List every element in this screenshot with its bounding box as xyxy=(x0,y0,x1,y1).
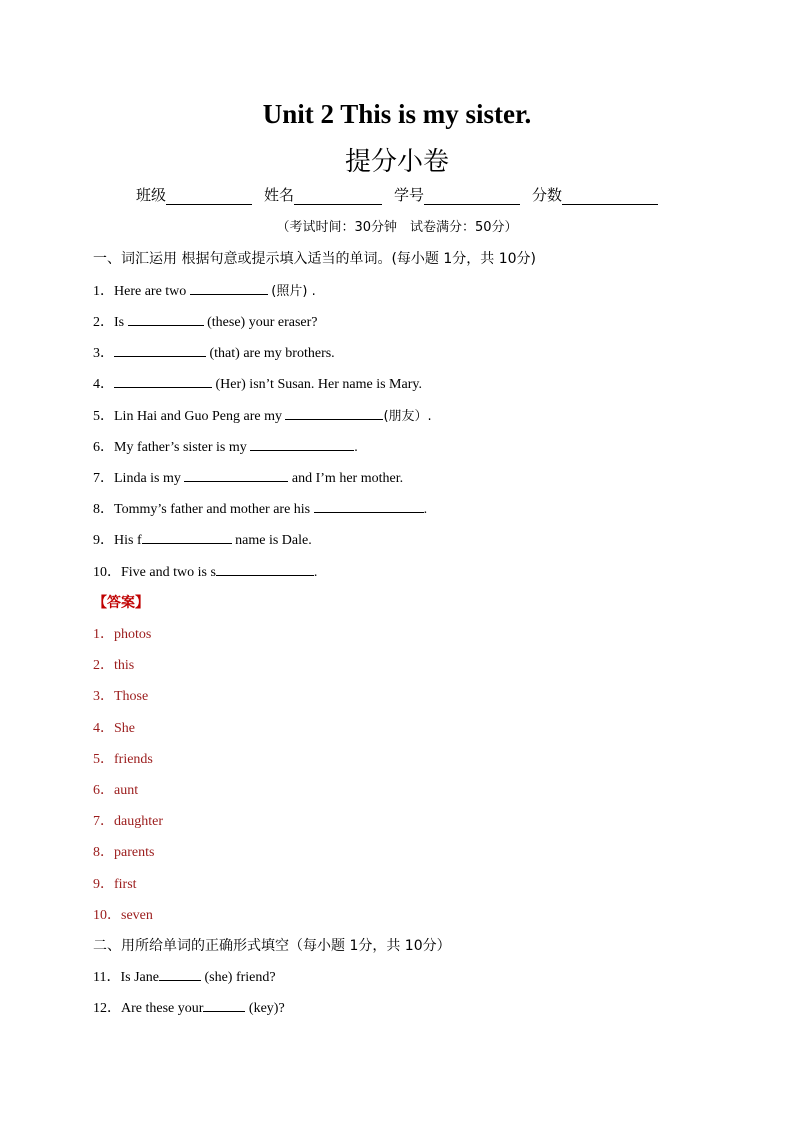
answer-blank[interactable] xyxy=(216,563,314,576)
score-field xyxy=(532,184,658,205)
answer-blank[interactable] xyxy=(128,313,204,326)
question-text: Here are two xyxy=(114,284,187,299)
class-field xyxy=(136,184,252,205)
answer-item xyxy=(93,685,148,705)
question-number: 9． xyxy=(93,533,114,548)
answer-text: Those xyxy=(114,689,149,704)
answer-item xyxy=(93,623,151,643)
answer-blank[interactable] xyxy=(285,407,383,420)
question-text: Linda is my xyxy=(114,471,181,486)
answer-label: 【答案】 xyxy=(93,595,149,611)
answer-text: parents xyxy=(114,845,155,860)
exam-note: （考试时间：30分钟 试卷满分：50分） xyxy=(276,220,518,235)
question-number: 11． xyxy=(93,970,121,985)
answer-number: 7． xyxy=(93,814,114,829)
student-id-field xyxy=(394,184,520,205)
answer-number: 9． xyxy=(93,877,114,892)
question-line xyxy=(93,467,403,487)
score-label: 分数 xyxy=(532,186,563,204)
name-field xyxy=(264,184,382,205)
answer-text: She xyxy=(114,721,135,736)
page-subtitle: 提分小卷 xyxy=(344,147,449,177)
answer-text: first xyxy=(114,877,137,892)
question-line xyxy=(93,280,316,300)
answer-blank[interactable] xyxy=(190,282,268,295)
answer-number: 8． xyxy=(93,845,114,860)
question-hint: (Her) isn’t Susan. Her name is Mary. xyxy=(215,377,422,392)
question-number: 12． xyxy=(93,1001,121,1016)
answer-text: seven xyxy=(121,908,153,923)
question-text: Tommy’s father and mother are his xyxy=(114,502,311,517)
question-hint: (she) friend? xyxy=(204,970,276,985)
answer-item xyxy=(93,873,137,893)
answer-text: photos xyxy=(114,627,152,642)
question-number: 5． xyxy=(93,409,114,424)
class-label: 班级 xyxy=(135,186,166,204)
question-text: Is xyxy=(114,315,125,330)
answer-number: 6． xyxy=(93,783,114,798)
answer-blank[interactable] xyxy=(142,531,232,544)
question-number: 10． xyxy=(93,565,121,580)
question-text: My father’s sister is my xyxy=(114,440,247,455)
question-hint: (key)? xyxy=(248,1001,285,1016)
section1-heading: 一、词汇运用 根据句意或提示填入适当的单词。(每小题 1分，共 10分) xyxy=(93,251,536,267)
question-number: 3． xyxy=(93,346,114,361)
question-line xyxy=(93,373,422,393)
answer-blank[interactable] xyxy=(250,438,354,451)
student-id-blank[interactable] xyxy=(424,189,520,205)
answer-number: 5． xyxy=(93,752,114,767)
question-hint: (朋友）. xyxy=(383,409,432,424)
question-line xyxy=(93,966,276,986)
question-hint: . xyxy=(423,502,428,517)
question-line xyxy=(93,529,312,549)
question-line xyxy=(93,561,317,581)
question-line xyxy=(93,997,285,1017)
question-text: Five and two is s xyxy=(121,565,216,580)
answer-item xyxy=(93,654,134,674)
answer-blank[interactable] xyxy=(159,968,201,981)
question-hint: (that) are my brothers. xyxy=(209,346,335,361)
question-line xyxy=(93,498,427,518)
answer-text: daughter xyxy=(114,814,163,829)
student-id-label: 学号 xyxy=(394,186,425,204)
question-line xyxy=(93,311,318,331)
question-hint: (照片) . xyxy=(271,284,316,299)
question-text: His f xyxy=(114,533,142,548)
student-info-row xyxy=(0,184,794,205)
answer-text: aunt xyxy=(114,783,139,798)
answer-number: 2． xyxy=(93,658,114,673)
answer-number: 3． xyxy=(93,689,114,704)
question-text: Are these your xyxy=(121,1001,204,1016)
answer-item xyxy=(93,904,153,924)
question-hint: . xyxy=(313,565,318,580)
answer-item xyxy=(93,717,135,737)
question-number: 6． xyxy=(93,440,114,455)
question-text: Is Jane xyxy=(120,970,159,985)
question-number: 1． xyxy=(93,284,114,299)
question-number: 2． xyxy=(93,315,114,330)
answer-item xyxy=(93,841,154,861)
question-number: 7． xyxy=(93,471,114,486)
answer-number: 10． xyxy=(93,908,121,923)
question-hint: name is Dale. xyxy=(235,533,312,548)
question-number: 8． xyxy=(93,502,114,517)
class-blank[interactable] xyxy=(166,189,252,205)
question-text: Lin Hai and Guo Peng are my xyxy=(114,409,282,424)
question-line xyxy=(93,342,335,362)
answer-text: this xyxy=(114,658,135,673)
answer-item xyxy=(93,779,138,799)
question-number: 4． xyxy=(93,377,114,392)
answer-item xyxy=(93,748,153,768)
answer-blank[interactable] xyxy=(114,344,206,357)
answer-blank[interactable] xyxy=(203,999,245,1012)
answer-number: 4． xyxy=(93,721,114,736)
score-blank[interactable] xyxy=(562,189,658,205)
question-line xyxy=(93,405,432,425)
answer-blank[interactable] xyxy=(184,469,288,482)
answer-blank[interactable] xyxy=(314,500,424,513)
name-label: 姓名 xyxy=(263,186,294,204)
question-hint: . xyxy=(354,440,358,455)
name-blank[interactable] xyxy=(294,189,382,205)
answer-blank[interactable] xyxy=(114,375,212,388)
answer-number: 1． xyxy=(93,627,114,642)
question-line xyxy=(93,436,358,456)
section2-heading: 二、用所给单词的正确形式填空（每小题 1分，共 10分） xyxy=(93,938,451,954)
page-title: Unit 2 This is my sister. xyxy=(262,99,532,129)
answer-text: friends xyxy=(114,752,153,767)
question-hint: and I’m her mother. xyxy=(291,471,404,486)
question-hint: (these) your eraser? xyxy=(207,315,318,330)
answer-item xyxy=(93,810,163,830)
